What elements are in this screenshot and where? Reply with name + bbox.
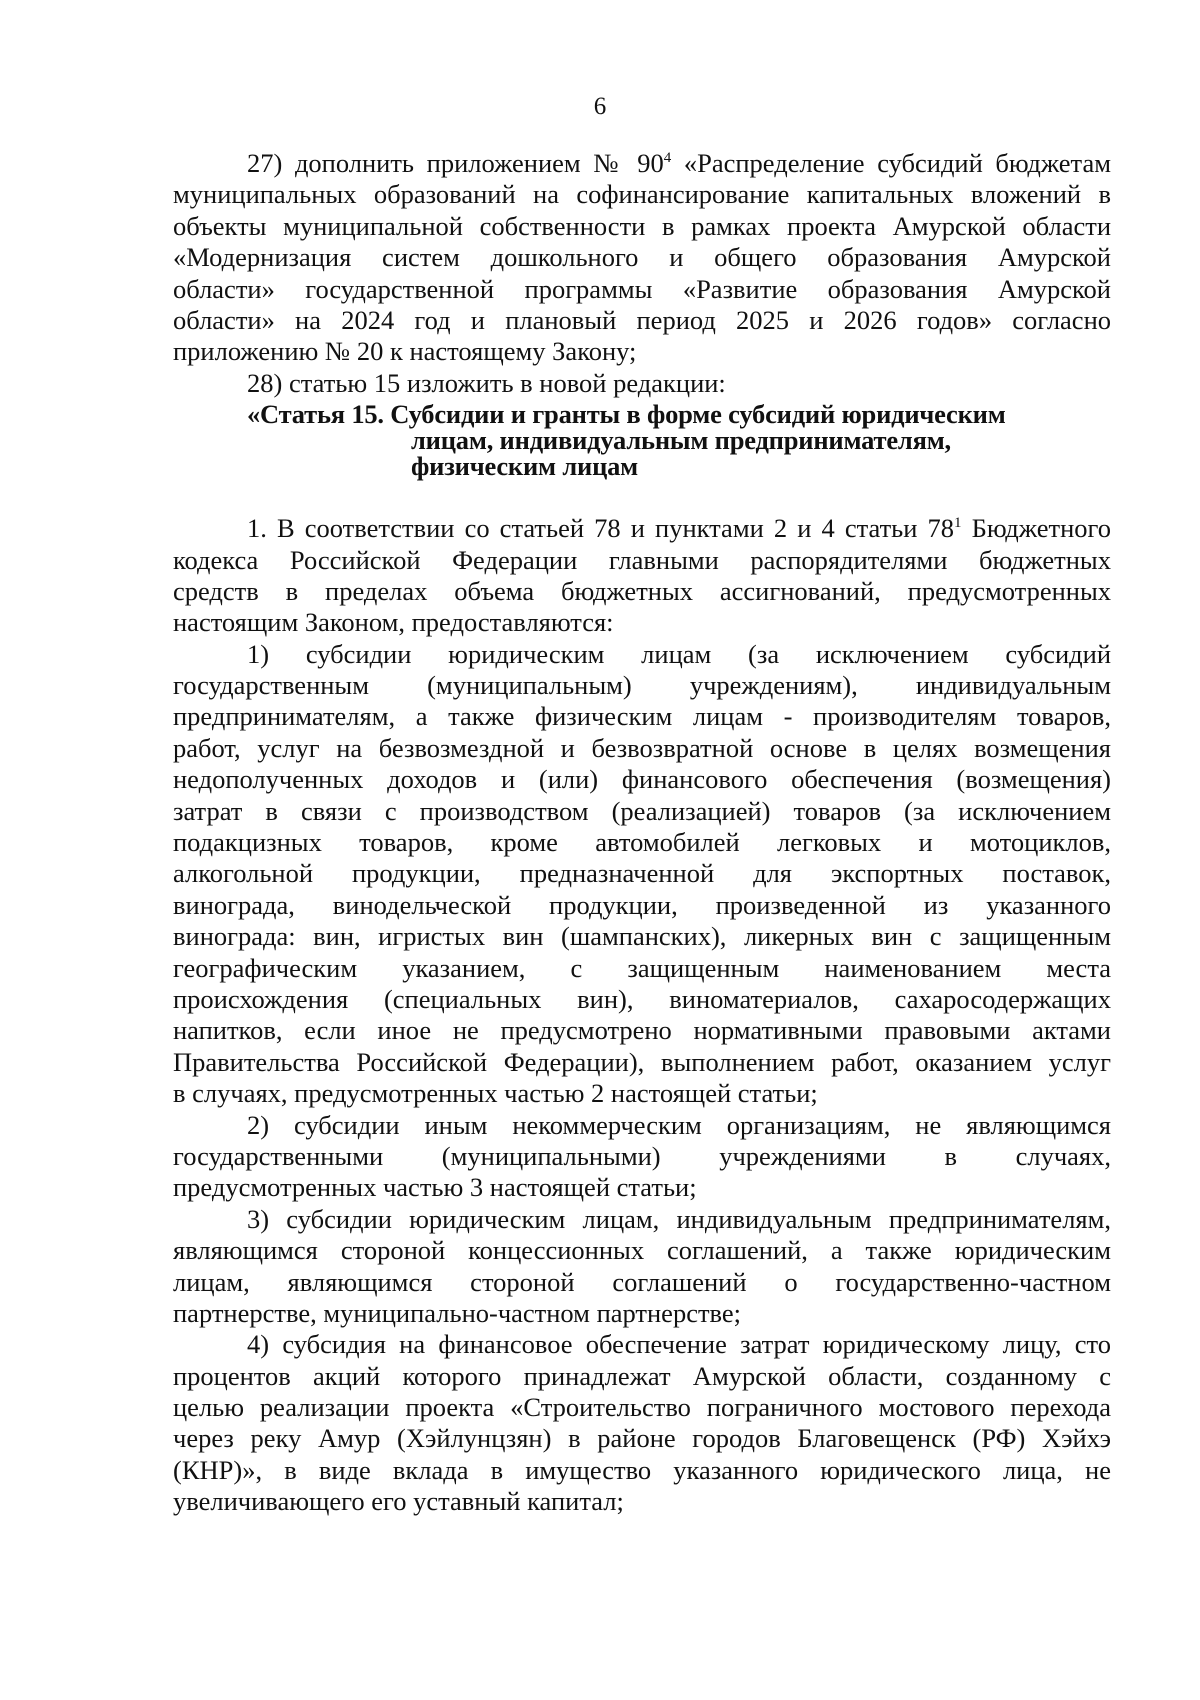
text-line: работ, услуг на безвозмездной и безвозвратной основе в целях возмещения — [173, 732, 1111, 763]
text-line: средств в пределах объема бюджетных ассигнований, предусмотренных — [173, 575, 1111, 606]
subitem-3 — [173, 1204, 1111, 1330]
text-line: (КНР)», в виде вклада в имущество указанного юридического лица, не — [173, 1454, 1111, 1485]
subitem-1 — [173, 639, 1111, 1110]
text-line: через реку Амур (Хэйлунцзян) в районе городов Благовещенск (РФ) Хэйхэ — [173, 1423, 1111, 1454]
heading-line: «Статья 15. Субсидии и гранты в форме субсидий юридическим — [247, 399, 1006, 430]
text-line: являющимся стороной концессионных соглашений, а также юридическим — [173, 1235, 1111, 1266]
item-28: 28) статью 15 изложить в новой редакции: — [247, 367, 726, 398]
text-line: 4) субсидия на финансовое обеспечение затрат юридическому лицу, сто — [247, 1329, 1111, 1360]
text-line: кодекса Российской Федерации главными распорядителями бюджетных — [173, 544, 1111, 575]
article-heading — [173, 399, 1111, 482]
text-line: алкогольной продукции, предназначенной для экспортных поставок, — [173, 858, 1111, 889]
text-line: процентов акций которого принадлежат Амурской области, созданному с — [173, 1360, 1111, 1391]
item-27 — [173, 148, 1111, 368]
text-line: затрат в связи с производством (реализацией) товаров (за исключением — [173, 795, 1111, 826]
heading-line: лицам, индивидуальным предпринимателям, — [411, 425, 951, 456]
subitem-4 — [173, 1329, 1111, 1517]
text-line: происхождения (специальных вин), виноматериалов, сахаросодержащих — [173, 983, 1111, 1014]
text-line: лицам, являющимся стороной соглашений о государственно-частном — [173, 1266, 1111, 1297]
text-line: области» государственной программы «Развитие образования Амурской — [173, 273, 1111, 304]
text-line: 3) субсидии юридическим лицам, индивидуальным предпринимателям, — [247, 1203, 1111, 1234]
text-line: географическим указанием, с защищенным наименованием места — [173, 952, 1111, 983]
text-line: «Модернизация систем дошкольного и общего образования Амурской — [173, 242, 1111, 273]
paragraph-1 — [173, 513, 1111, 639]
text-line: винограда: вин, игристых вин (шампанских), ликерных вин с защищенным — [173, 921, 1111, 952]
text-line: недополученных доходов и (или) финансового обеспечения (возмещения) — [173, 764, 1111, 795]
text-line: муниципальных образований на софинансирование капитальных вложений в — [173, 179, 1111, 210]
text-line: области» на 2024 год и плановый период 2025 и 2026 годов» согласно — [173, 304, 1111, 335]
superscript: 1 — [954, 515, 962, 532]
page-number: 6 — [593, 93, 607, 120]
text-line: 1. В соответствии со статьей 78 и пунктами 2 и 4 статьи $78^1$ Бюджетного — [247, 513, 1111, 544]
text-line: 2) субсидии иным некоммерческим организациям, не являющимся — [247, 1109, 1111, 1140]
text-line: государственным (муниципальным) учреждениям), индивидуальным — [173, 670, 1111, 701]
text-line: 1) субсидии юридическим лицам (за исключением субсидий — [247, 638, 1111, 669]
text-line: в случаях, предусмотренных частью 2 настоящей статьи; — [173, 1078, 818, 1109]
text-line: государственными (муниципальными) учреждениями в случаях, — [173, 1140, 1111, 1171]
document-body — [173, 148, 1111, 1518]
text-line: предусмотренных частью 3 настоящей статьи; — [173, 1172, 697, 1203]
text-line: приложению № 20 к настоящему Закону; — [173, 336, 637, 367]
text-line: настоящим Законом, предоставляются: — [173, 607, 614, 638]
text-line: предпринимателям, а также физическим лицам - производителям товаров, — [173, 701, 1111, 732]
text-line: винограда, винодельческой продукции, произведенной из указанного — [173, 889, 1111, 920]
text-line: увеличивающего его уставный капитал; — [173, 1486, 624, 1517]
text-line: объекты муниципальной собственности в рамках проекта Амурской области — [173, 210, 1111, 241]
text-line: напитков, если иное не предусмотрено нормативными правовыми актами — [173, 1015, 1111, 1046]
subitem-2 — [173, 1110, 1111, 1204]
text-line: Правительства Российской Федерации), выполнением работ, оказанием услуг — [173, 1046, 1111, 1077]
heading-line: физическим лицам — [411, 451, 639, 482]
superscript: 4 — [663, 150, 672, 166]
text-line: партнерстве, муниципально-частном партнерстве; — [173, 1297, 742, 1328]
text-line: целью реализации проекта «Строительство пограничного мостового перехода — [173, 1392, 1111, 1423]
text-line: подакцизных товаров, кроме автомобилей легковых и мотоциклов, — [173, 827, 1111, 858]
text-line: 27) дополнить приложением № $90^4$ «Распределение субсидий бюджетам — [247, 148, 1111, 178]
